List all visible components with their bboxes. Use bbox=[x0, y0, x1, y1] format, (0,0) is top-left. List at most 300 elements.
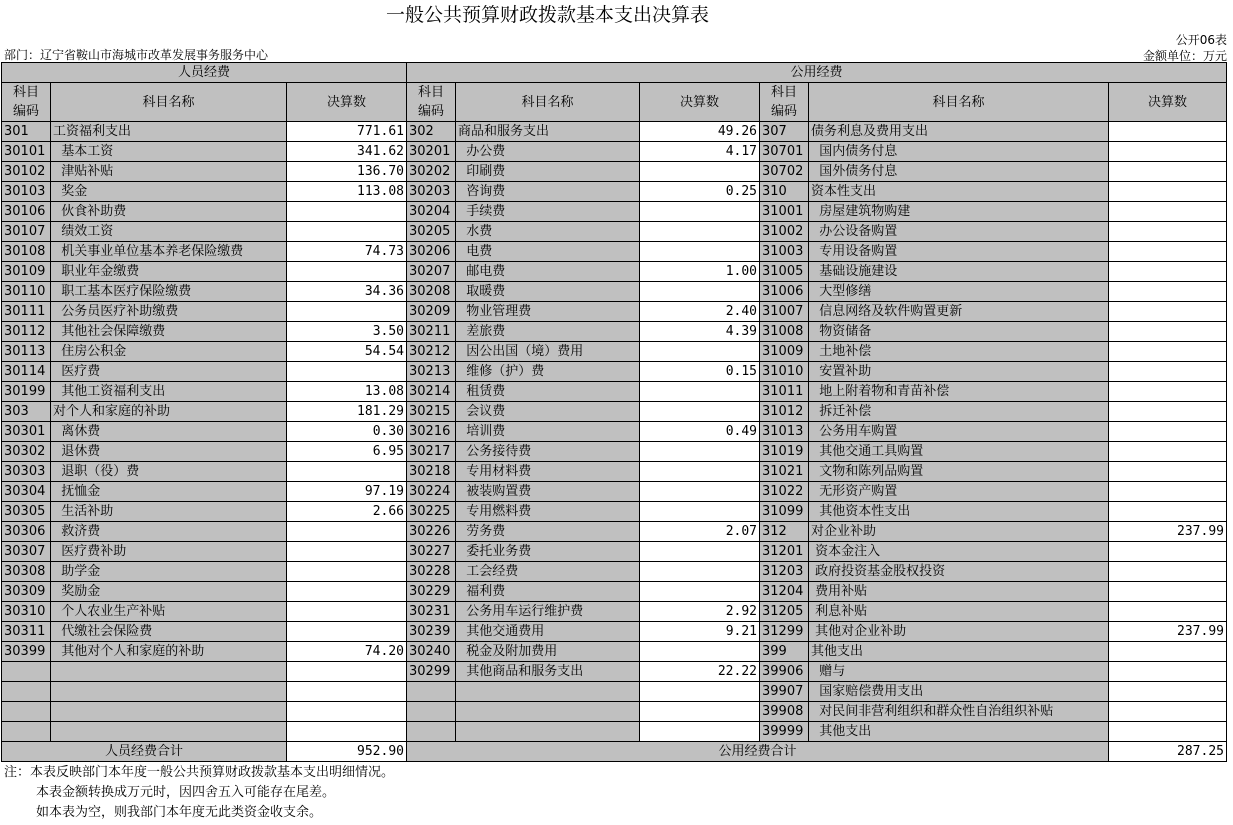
row-amount-public-2 bbox=[1109, 202, 1227, 222]
row-code-public: 30228 bbox=[407, 562, 456, 582]
row-amount-public-2: 237.99 bbox=[1109, 622, 1227, 642]
row-amount-public-2 bbox=[1109, 722, 1227, 742]
row-name-public bbox=[456, 682, 640, 702]
row-name-public: 租赁费 bbox=[456, 382, 640, 402]
row-name-public-2: 其他对企业补助 bbox=[809, 622, 1109, 642]
row-code-personnel: 30109 bbox=[2, 262, 51, 282]
row-name-personnel bbox=[51, 662, 287, 682]
row-code-public bbox=[407, 682, 456, 702]
row-amount-personnel bbox=[287, 682, 407, 702]
row-code-personnel bbox=[2, 702, 51, 722]
row-code-public-2: 307 bbox=[760, 122, 809, 142]
row-code-public: 30213 bbox=[407, 362, 456, 382]
row-code-personnel bbox=[2, 722, 51, 742]
row-code-public-2: 30702 bbox=[760, 162, 809, 182]
row-name-personnel: 代缴社会保险费 bbox=[51, 622, 287, 642]
row-amount-personnel bbox=[287, 662, 407, 682]
row-amount-personnel bbox=[287, 462, 407, 482]
row-name-personnel: 医疗费 bbox=[51, 362, 287, 382]
row-amount-personnel: 34.36 bbox=[287, 282, 407, 302]
row-name-personnel: 救济费 bbox=[51, 522, 287, 542]
table-row bbox=[2, 262, 1227, 282]
row-code-public: 30225 bbox=[407, 502, 456, 522]
row-name-personnel: 奖金 bbox=[51, 182, 287, 202]
row-name-public: 差旅费 bbox=[456, 322, 640, 342]
row-code-public: 30207 bbox=[407, 262, 456, 282]
personnel-header: 人员经费 bbox=[2, 63, 407, 83]
row-amount-public-2 bbox=[1109, 502, 1227, 522]
row-amount-personnel: 54.54 bbox=[287, 342, 407, 362]
row-code-personnel: 30110 bbox=[2, 282, 51, 302]
row-code-public: 30216 bbox=[407, 422, 456, 442]
row-amount-public: 2.40 bbox=[640, 302, 760, 322]
row-amount-public-2 bbox=[1109, 582, 1227, 602]
row-name-public: 工会经费 bbox=[456, 562, 640, 582]
row-name-public-2: 国家赔偿费用支出 bbox=[809, 682, 1109, 702]
note-line: 如本表为空，则我部门本年度无此类资金收支余。 bbox=[36, 805, 323, 820]
row-name-public-2: 拆迁补偿 bbox=[809, 402, 1109, 422]
table-number: 公开06表 bbox=[1175, 33, 1227, 47]
row-name-public-2: 公务用车购置 bbox=[809, 422, 1109, 442]
row-amount-personnel: 0.30 bbox=[287, 422, 407, 442]
row-code-public: 30239 bbox=[407, 622, 456, 642]
row-code-public-2: 31205 bbox=[760, 602, 809, 622]
row-code-public-2: 31013 bbox=[760, 422, 809, 442]
row-amount-public-2 bbox=[1109, 462, 1227, 482]
row-name-public: 专用燃料费 bbox=[456, 502, 640, 522]
row-amount-public bbox=[640, 702, 760, 722]
row-amount-personnel bbox=[287, 562, 407, 582]
row-amount-public: 9.21 bbox=[640, 622, 760, 642]
row-amount-public-2 bbox=[1109, 382, 1227, 402]
row-name-public-2: 其他交通工具购置 bbox=[809, 442, 1109, 462]
row-amount-public-2 bbox=[1109, 302, 1227, 322]
row-code-public-2: 31012 bbox=[760, 402, 809, 422]
row-name-public-2: 资本性支出 bbox=[809, 182, 1109, 202]
row-amount-public bbox=[640, 542, 760, 562]
row-code-public: 30201 bbox=[407, 142, 456, 162]
row-amount-public bbox=[640, 202, 760, 222]
row-code-public-2: 31007 bbox=[760, 302, 809, 322]
row-name-personnel: 其他对个人和家庭的补助 bbox=[51, 642, 287, 662]
table-row bbox=[2, 222, 1227, 242]
row-name-public: 培训费 bbox=[456, 422, 640, 442]
row-name-public-2: 地上附着物和青苗补偿 bbox=[809, 382, 1109, 402]
row-amount-public-2 bbox=[1109, 122, 1227, 142]
row-code-personnel: 30307 bbox=[2, 542, 51, 562]
row-name-personnel: 公务员医疗补助缴费 bbox=[51, 302, 287, 322]
row-code-public: 30299 bbox=[407, 662, 456, 682]
row-code-personnel: 30107 bbox=[2, 222, 51, 242]
row-code-public-2: 399 bbox=[760, 642, 809, 662]
row-code-public-2: 31005 bbox=[760, 262, 809, 282]
row-amount-personnel bbox=[287, 222, 407, 242]
table-row bbox=[2, 682, 1227, 702]
row-name-public: 维修（护）费 bbox=[456, 362, 640, 382]
row-amount-public-2 bbox=[1109, 342, 1227, 362]
col-amount-header: 决算数 bbox=[1109, 83, 1227, 122]
row-code-personnel: 30302 bbox=[2, 442, 51, 462]
row-code-personnel: 30399 bbox=[2, 642, 51, 662]
row-amount-public-2 bbox=[1109, 562, 1227, 582]
col-code-header: 科目 编码 bbox=[2, 83, 51, 122]
row-amount-public bbox=[640, 562, 760, 582]
row-name-public: 物业管理费 bbox=[456, 302, 640, 322]
row-amount-public bbox=[640, 342, 760, 362]
row-amount-public bbox=[640, 402, 760, 422]
row-code-public: 30215 bbox=[407, 402, 456, 422]
row-code-public: 30211 bbox=[407, 322, 456, 342]
table-row bbox=[2, 642, 1227, 662]
col-name-header: 科目名称 bbox=[456, 83, 640, 122]
row-name-personnel: 离休费 bbox=[51, 422, 287, 442]
row-code-personnel: 30112 bbox=[2, 322, 51, 342]
row-amount-public bbox=[640, 582, 760, 602]
row-code-public-2: 39908 bbox=[760, 702, 809, 722]
note-line: 本表金额转换成万元时，因四舍五入可能存在尾差。 bbox=[36, 785, 336, 800]
row-code-public bbox=[407, 722, 456, 742]
row-amount-public-2 bbox=[1109, 362, 1227, 382]
table-row bbox=[2, 162, 1227, 182]
row-name-public: 被装购置费 bbox=[456, 482, 640, 502]
col-name-header: 科目名称 bbox=[809, 83, 1109, 122]
row-name-public: 公务用车运行维护费 bbox=[456, 602, 640, 622]
row-name-personnel: 助学金 bbox=[51, 562, 287, 582]
row-name-public-2: 政府投资基金股权投资 bbox=[809, 562, 1109, 582]
row-amount-personnel: 74.20 bbox=[287, 642, 407, 662]
row-name-personnel: 伙食补助费 bbox=[51, 202, 287, 222]
row-amount-personnel bbox=[287, 302, 407, 322]
row-code-personnel bbox=[2, 682, 51, 702]
row-amount-personnel: 6.95 bbox=[287, 442, 407, 462]
department-label: 部门：辽宁省鞍山市海城市改革发展事务服务中心 bbox=[4, 48, 269, 62]
row-code-personnel: 30103 bbox=[2, 182, 51, 202]
row-amount-public bbox=[640, 482, 760, 502]
row-name-personnel: 其他工资福利支出 bbox=[51, 382, 287, 402]
public-total-value: 287.25 bbox=[1109, 742, 1227, 762]
table-row bbox=[2, 322, 1227, 342]
row-name-personnel: 津贴补贴 bbox=[51, 162, 287, 182]
row-name-public-2: 其他支出 bbox=[809, 722, 1109, 742]
row-amount-public-2 bbox=[1109, 242, 1227, 262]
row-amount-public bbox=[640, 242, 760, 262]
row-name-public-2: 专用设备购置 bbox=[809, 242, 1109, 262]
row-name-personnel: 职工基本医疗保险缴费 bbox=[51, 282, 287, 302]
table-row bbox=[2, 702, 1227, 722]
row-name-public: 劳务费 bbox=[456, 522, 640, 542]
row-amount-public-2 bbox=[1109, 482, 1227, 502]
table-row bbox=[2, 282, 1227, 302]
row-code-personnel: 303 bbox=[2, 402, 51, 422]
col-amount-header: 决算数 bbox=[640, 83, 760, 122]
row-amount-public bbox=[640, 382, 760, 402]
row-code-personnel: 30101 bbox=[2, 142, 51, 162]
row-name-public: 印刷费 bbox=[456, 162, 640, 182]
row-code-personnel: 301 bbox=[2, 122, 51, 142]
row-name-personnel: 工资福利支出 bbox=[51, 122, 287, 142]
row-amount-public: 4.39 bbox=[640, 322, 760, 342]
table-row bbox=[2, 562, 1227, 582]
row-code-public: 30204 bbox=[407, 202, 456, 222]
row-amount-personnel: 136.70 bbox=[287, 162, 407, 182]
table-row bbox=[2, 622, 1227, 642]
row-code-public-2: 39999 bbox=[760, 722, 809, 742]
row-code-public: 30231 bbox=[407, 602, 456, 622]
row-code-public: 30240 bbox=[407, 642, 456, 662]
row-code-public-2: 312 bbox=[760, 522, 809, 542]
row-amount-personnel: 181.29 bbox=[287, 402, 407, 422]
row-code-public-2: 39906 bbox=[760, 662, 809, 682]
personnel-total-label: 人员经费合计 bbox=[2, 742, 287, 762]
row-code-public bbox=[407, 702, 456, 722]
public-total-label: 公用经费合计 bbox=[407, 742, 1109, 762]
row-amount-public: 0.49 bbox=[640, 422, 760, 442]
row-name-public-2: 国内债务付息 bbox=[809, 142, 1109, 162]
row-amount-public-2 bbox=[1109, 182, 1227, 202]
row-name-public-2: 无形资产购置 bbox=[809, 482, 1109, 502]
row-code-public-2: 31001 bbox=[760, 202, 809, 222]
row-amount-personnel bbox=[287, 362, 407, 382]
row-amount-public: 49.26 bbox=[640, 122, 760, 142]
row-name-public: 手续费 bbox=[456, 202, 640, 222]
row-name-personnel: 个人农业生产补贴 bbox=[51, 602, 287, 622]
row-name-public-2: 物资储备 bbox=[809, 322, 1109, 342]
row-name-public: 取暖费 bbox=[456, 282, 640, 302]
row-amount-public: 0.25 bbox=[640, 182, 760, 202]
row-name-public-2: 安置补助 bbox=[809, 362, 1109, 382]
table-row bbox=[2, 382, 1227, 402]
row-code-public: 30209 bbox=[407, 302, 456, 322]
row-amount-public bbox=[640, 282, 760, 302]
row-code-public: 30206 bbox=[407, 242, 456, 262]
row-code-public: 30208 bbox=[407, 282, 456, 302]
row-name-public: 水费 bbox=[456, 222, 640, 242]
row-name-public-2: 文物和陈列品购置 bbox=[809, 462, 1109, 482]
table-row bbox=[2, 462, 1227, 482]
row-code-public: 30224 bbox=[407, 482, 456, 502]
row-amount-public-2 bbox=[1109, 602, 1227, 622]
row-code-public: 30227 bbox=[407, 542, 456, 562]
note-line: 注：本表反映部门本年度一般公共预算财政拨款基本支出明细情况。 bbox=[4, 765, 395, 780]
row-amount-public-2 bbox=[1109, 222, 1227, 242]
row-code-public: 30202 bbox=[407, 162, 456, 182]
row-name-public-2: 债务利息及费用支出 bbox=[809, 122, 1109, 142]
row-name-public-2: 其他支出 bbox=[809, 642, 1109, 662]
row-name-personnel: 医疗费补助 bbox=[51, 542, 287, 562]
table-row bbox=[2, 362, 1227, 382]
row-name-public-2: 资本金注入 bbox=[809, 542, 1109, 562]
row-amount-public-2 bbox=[1109, 702, 1227, 722]
row-code-public: 30214 bbox=[407, 382, 456, 402]
row-amount-public bbox=[640, 722, 760, 742]
row-code-personnel: 30111 bbox=[2, 302, 51, 322]
row-code-public-2: 31019 bbox=[760, 442, 809, 462]
row-code-public-2: 39907 bbox=[760, 682, 809, 702]
row-name-personnel: 退休费 bbox=[51, 442, 287, 462]
row-name-public-2: 国外债务付息 bbox=[809, 162, 1109, 182]
row-amount-public-2 bbox=[1109, 402, 1227, 422]
row-amount-personnel: 97.19 bbox=[287, 482, 407, 502]
row-name-personnel: 其他社会保障缴费 bbox=[51, 322, 287, 342]
row-amount-personnel bbox=[287, 262, 407, 282]
row-name-public bbox=[456, 722, 640, 742]
row-name-public: 专用材料费 bbox=[456, 462, 640, 482]
row-code-personnel: 30108 bbox=[2, 242, 51, 262]
table-row bbox=[2, 202, 1227, 222]
row-name-personnel: 生活补助 bbox=[51, 502, 287, 522]
row-name-public: 商品和服务支出 bbox=[456, 122, 640, 142]
row-name-public-2: 利息补贴 bbox=[809, 602, 1109, 622]
row-code-public-2: 31099 bbox=[760, 502, 809, 522]
row-amount-personnel bbox=[287, 622, 407, 642]
row-code-public-2: 31002 bbox=[760, 222, 809, 242]
row-name-personnel: 退职（役）费 bbox=[51, 462, 287, 482]
table-row bbox=[2, 542, 1227, 562]
row-code-public: 30217 bbox=[407, 442, 456, 462]
row-amount-personnel bbox=[287, 702, 407, 722]
row-name-personnel: 绩效工资 bbox=[51, 222, 287, 242]
table-row bbox=[2, 142, 1227, 162]
row-amount-public: 22.22 bbox=[640, 662, 760, 682]
expenditure-table bbox=[1, 62, 1227, 762]
table-row bbox=[2, 522, 1227, 542]
row-name-public bbox=[456, 702, 640, 722]
row-amount-personnel bbox=[287, 722, 407, 742]
row-amount-public: 0.15 bbox=[640, 362, 760, 382]
row-amount-public: 1.00 bbox=[640, 262, 760, 282]
row-amount-public-2 bbox=[1109, 262, 1227, 282]
row-name-public-2: 其他资本性支出 bbox=[809, 502, 1109, 522]
row-code-personnel: 30306 bbox=[2, 522, 51, 542]
row-code-personnel: 30114 bbox=[2, 362, 51, 382]
row-code-personnel: 30303 bbox=[2, 462, 51, 482]
row-name-public-2: 大型修缮 bbox=[809, 282, 1109, 302]
row-name-public-2: 对企业补助 bbox=[809, 522, 1109, 542]
row-name-public: 因公出国（境）费用 bbox=[456, 342, 640, 362]
table-row bbox=[2, 402, 1227, 422]
row-name-public: 咨询费 bbox=[456, 182, 640, 202]
row-name-public: 会议费 bbox=[456, 402, 640, 422]
row-amount-public-2 bbox=[1109, 142, 1227, 162]
row-amount-public bbox=[640, 682, 760, 702]
row-name-public: 邮电费 bbox=[456, 262, 640, 282]
row-name-public-2: 费用补贴 bbox=[809, 582, 1109, 602]
row-code-public-2: 31201 bbox=[760, 542, 809, 562]
table-row bbox=[2, 662, 1227, 682]
row-amount-public-2 bbox=[1109, 682, 1227, 702]
row-name-public-2: 办公设备购置 bbox=[809, 222, 1109, 242]
row-amount-public-2 bbox=[1109, 662, 1227, 682]
row-name-personnel bbox=[51, 702, 287, 722]
row-amount-public bbox=[640, 642, 760, 662]
table-row bbox=[2, 442, 1227, 462]
row-code-public-2: 31006 bbox=[760, 282, 809, 302]
row-name-public-2: 房屋建筑物购建 bbox=[809, 202, 1109, 222]
row-code-public: 30226 bbox=[407, 522, 456, 542]
row-code-personnel: 30304 bbox=[2, 482, 51, 502]
col-name-header: 科目名称 bbox=[51, 83, 287, 122]
table-row bbox=[2, 582, 1227, 602]
row-name-personnel: 抚恤金 bbox=[51, 482, 287, 502]
row-amount-public-2 bbox=[1109, 322, 1227, 342]
row-code-personnel: 30301 bbox=[2, 422, 51, 442]
row-code-public-2: 31011 bbox=[760, 382, 809, 402]
table-row bbox=[2, 482, 1227, 502]
row-code-public-2: 31299 bbox=[760, 622, 809, 642]
row-amount-public-2 bbox=[1109, 542, 1227, 562]
table-row bbox=[2, 422, 1227, 442]
row-amount-personnel bbox=[287, 542, 407, 562]
table-row bbox=[2, 182, 1227, 202]
table-row bbox=[2, 722, 1227, 742]
row-code-public-2: 31021 bbox=[760, 462, 809, 482]
row-code-personnel: 30305 bbox=[2, 502, 51, 522]
row-amount-personnel bbox=[287, 202, 407, 222]
row-amount-public bbox=[640, 222, 760, 242]
row-code-public: 30203 bbox=[407, 182, 456, 202]
public-header: 公用经费 bbox=[407, 63, 1227, 83]
row-name-public: 电费 bbox=[456, 242, 640, 262]
table-row bbox=[2, 602, 1227, 622]
col-amount-header: 决算数 bbox=[287, 83, 407, 122]
row-code-public-2: 31010 bbox=[760, 362, 809, 382]
row-code-public-2: 31203 bbox=[760, 562, 809, 582]
row-amount-personnel: 74.73 bbox=[287, 242, 407, 262]
row-code-personnel: 30199 bbox=[2, 382, 51, 402]
row-code-public-2: 31204 bbox=[760, 582, 809, 602]
row-amount-personnel: 2.66 bbox=[287, 502, 407, 522]
table-row bbox=[2, 342, 1227, 362]
row-name-public: 税金及附加费用 bbox=[456, 642, 640, 662]
row-amount-personnel: 771.61 bbox=[287, 122, 407, 142]
row-code-public-2: 31022 bbox=[760, 482, 809, 502]
row-name-public-2: 信息网络及软件购置更新 bbox=[809, 302, 1109, 322]
row-code-personnel: 30106 bbox=[2, 202, 51, 222]
table-row bbox=[2, 122, 1227, 142]
row-code-public: 302 bbox=[407, 122, 456, 142]
notes bbox=[4, 763, 394, 823]
row-name-personnel: 对个人和家庭的补助 bbox=[51, 402, 287, 422]
row-name-public: 其他商品和服务支出 bbox=[456, 662, 640, 682]
row-amount-personnel: 113.08 bbox=[287, 182, 407, 202]
row-code-public-2: 31003 bbox=[760, 242, 809, 262]
row-amount-public bbox=[640, 462, 760, 482]
row-amount-personnel bbox=[287, 602, 407, 622]
row-name-public: 办公费 bbox=[456, 142, 640, 162]
row-amount-personnel bbox=[287, 582, 407, 602]
table-row bbox=[2, 302, 1227, 322]
row-code-personnel: 30311 bbox=[2, 622, 51, 642]
row-amount-public-2 bbox=[1109, 162, 1227, 182]
row-amount-personnel: 341.62 bbox=[287, 142, 407, 162]
row-amount-public: 2.07 bbox=[640, 522, 760, 542]
row-amount-public: 2.92 bbox=[640, 602, 760, 622]
page-title: 一般公共预算财政拨款基本支出决算表 bbox=[385, 4, 709, 26]
row-code-personnel: 30310 bbox=[2, 602, 51, 622]
row-name-personnel: 基本工资 bbox=[51, 142, 287, 162]
row-name-personnel: 机关事业单位基本养老保险缴费 bbox=[51, 242, 287, 262]
row-amount-public-2 bbox=[1109, 282, 1227, 302]
row-amount-public-2 bbox=[1109, 442, 1227, 462]
row-amount-public-2: 237.99 bbox=[1109, 522, 1227, 542]
unit-label: 金额单位：万元 bbox=[1142, 49, 1227, 63]
row-name-personnel: 奖励金 bbox=[51, 582, 287, 602]
table-row bbox=[2, 242, 1227, 262]
row-name-public: 福利费 bbox=[456, 582, 640, 602]
row-amount-personnel: 13.08 bbox=[287, 382, 407, 402]
col-code-header: 科目 编码 bbox=[760, 83, 809, 122]
row-name-personnel bbox=[51, 682, 287, 702]
